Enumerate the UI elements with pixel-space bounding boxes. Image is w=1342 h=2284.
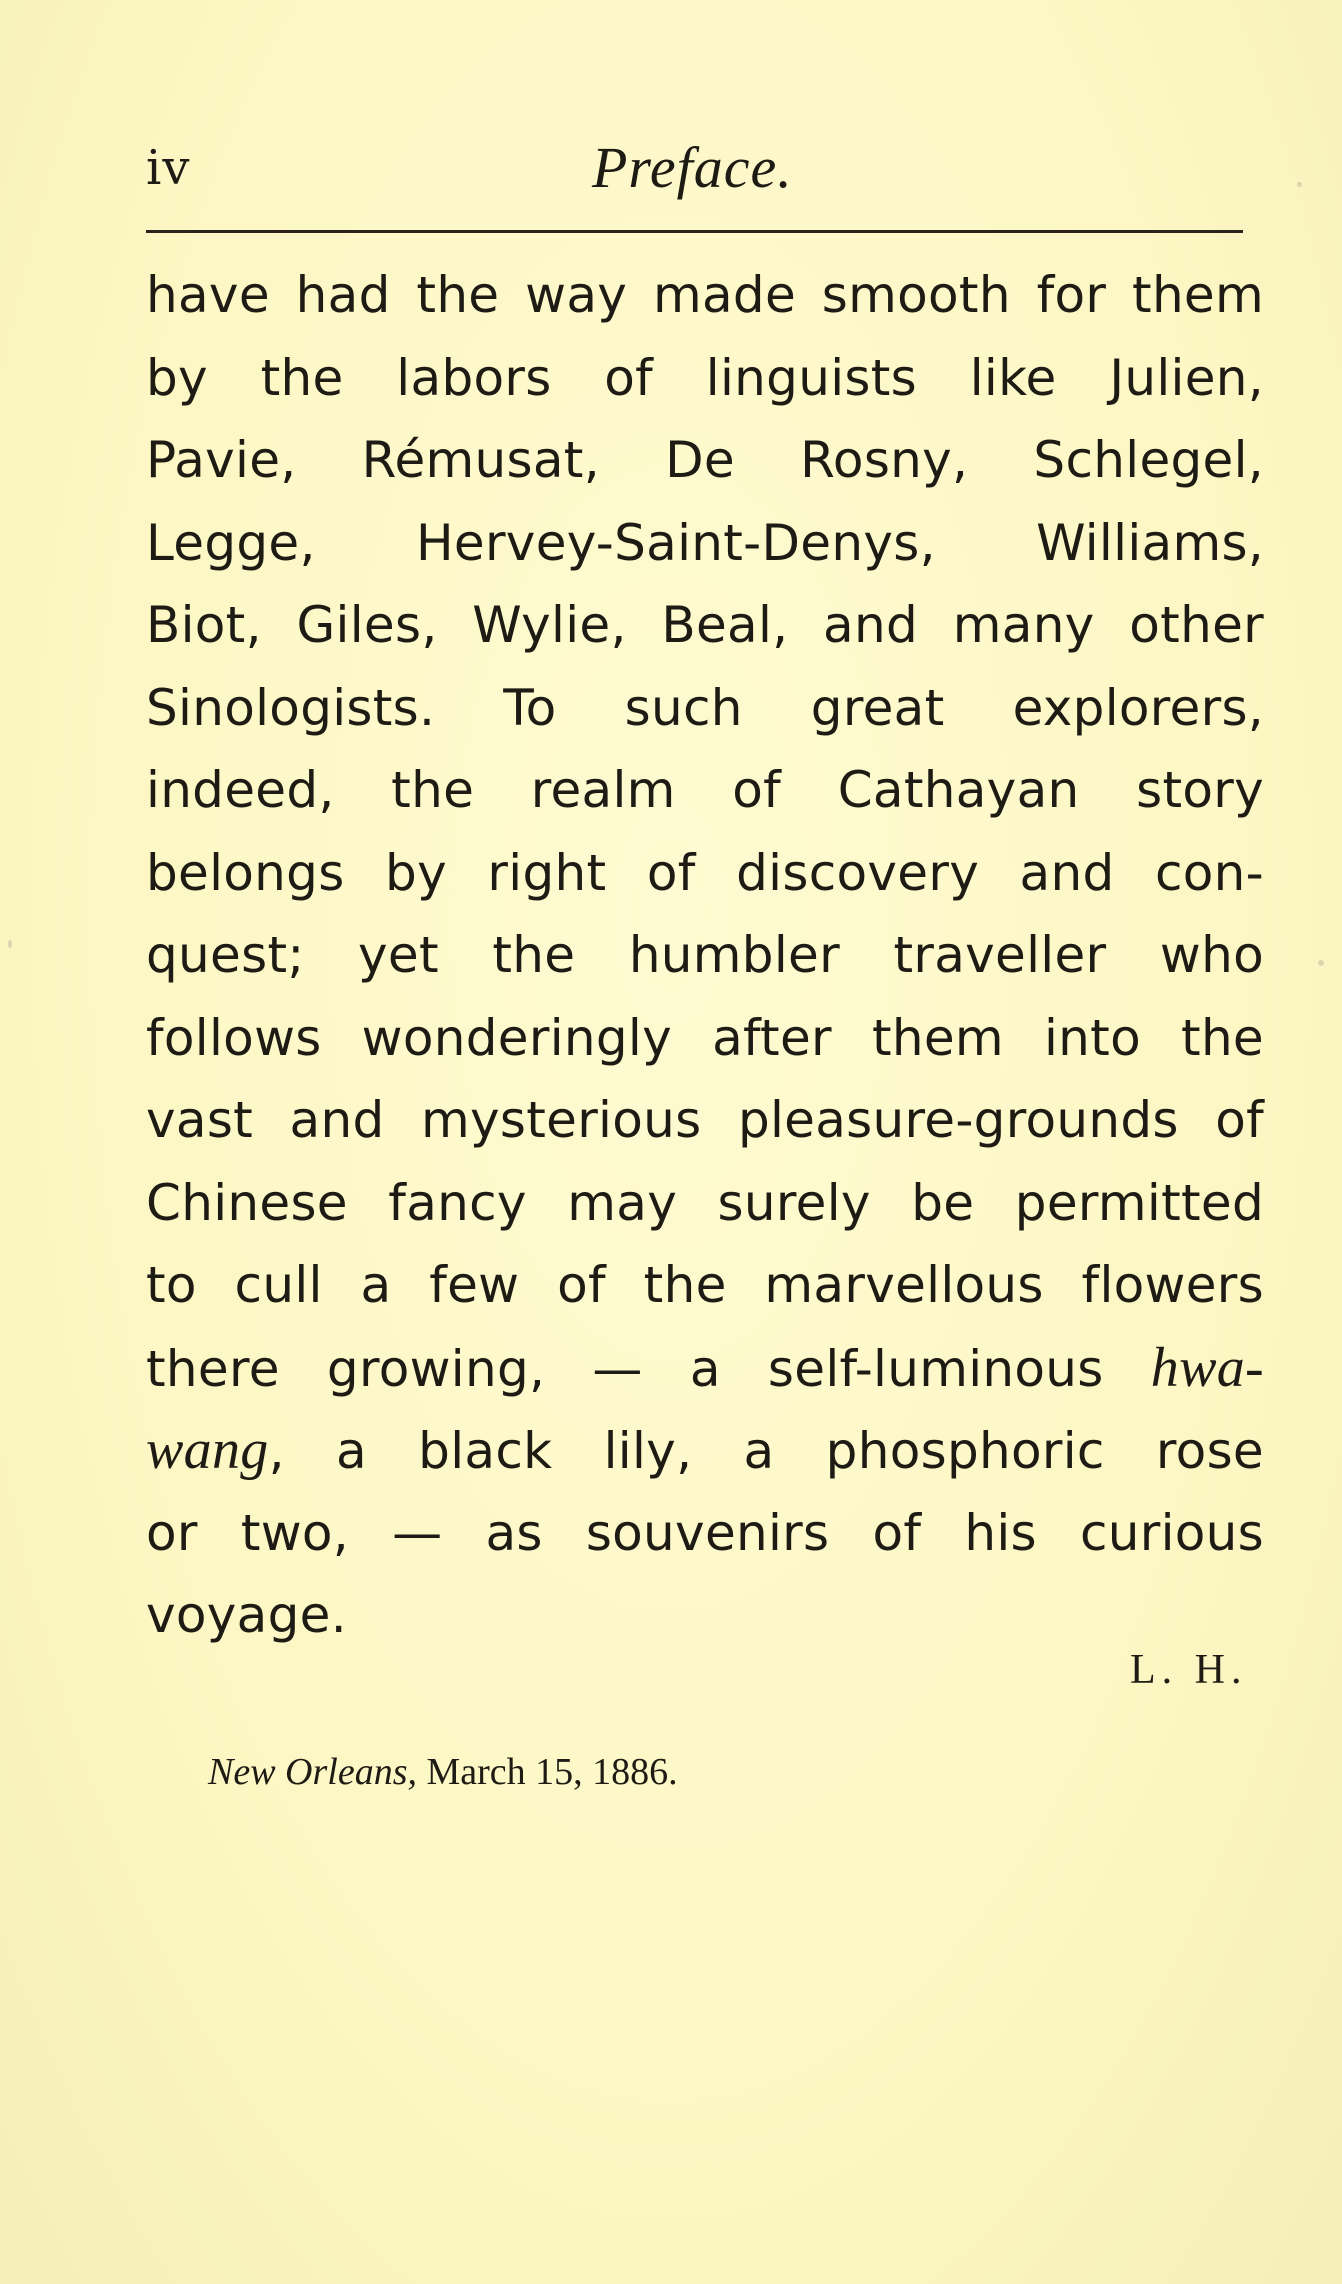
text-line: indeed, the realm of Cathayan story — [146, 761, 1264, 819]
text-line: Chinese fancy may surely be permitted — [146, 1173, 1264, 1232]
text-line: quest; yet the humbler traveller who — [146, 926, 1264, 984]
text-line: belongs by right of discovery and con- — [146, 843, 1264, 902]
dateline — [208, 1744, 678, 1800]
text-fragment: , a black lily, a phosphoric rose — [268, 1422, 1264, 1480]
header-rule — [146, 230, 1243, 233]
running-head: Preface. — [592, 135, 793, 200]
text-line-last: voyage. — [146, 1586, 347, 1644]
text-line: Biot, Giles, Wylie, Beal, and many other — [146, 596, 1264, 654]
paper-speck — [8, 940, 12, 948]
text-line: Sinologists. To such great explorers, — [146, 678, 1264, 737]
dateline-date: March 15, 1886. — [426, 1751, 678, 1793]
paper-speck — [1318, 960, 1324, 966]
text-fragment: there growing, — a self-luminous — [146, 1339, 1151, 1398]
text-line: follows wonderingly after them into the — [146, 1008, 1264, 1067]
italic-word-hwa: hwa- — [1150, 1336, 1264, 1399]
preface-body-text — [146, 254, 1264, 1657]
dateline-place: New Orleans, — [208, 1751, 417, 1793]
text-line: to cull a few of the marvellous flowers — [146, 1256, 1264, 1314]
page-number: iv — [146, 140, 191, 196]
paper-speck — [1297, 182, 1302, 187]
text-line-wang — [146, 1409, 1264, 1492]
italic-word-wang: wang — [146, 1419, 269, 1481]
text-line: or two, — as souvenirs of his curious — [146, 1503, 1264, 1562]
text-line-hwa — [146, 1327, 1264, 1410]
text-line: Pavie, Rémusat, De Rosny, Schlegel, — [146, 431, 1264, 489]
text-line: vast and mysterious pleasure-grounds of — [146, 1091, 1264, 1149]
author-initials: L. H. — [1130, 1647, 1248, 1693]
text-line: have had the way made smooth for them — [146, 266, 1264, 324]
text-line: by the labors of linguists like Julien, — [146, 348, 1264, 407]
text-line: Legge, Hervey-Saint-Denys, Williams, — [146, 513, 1264, 572]
